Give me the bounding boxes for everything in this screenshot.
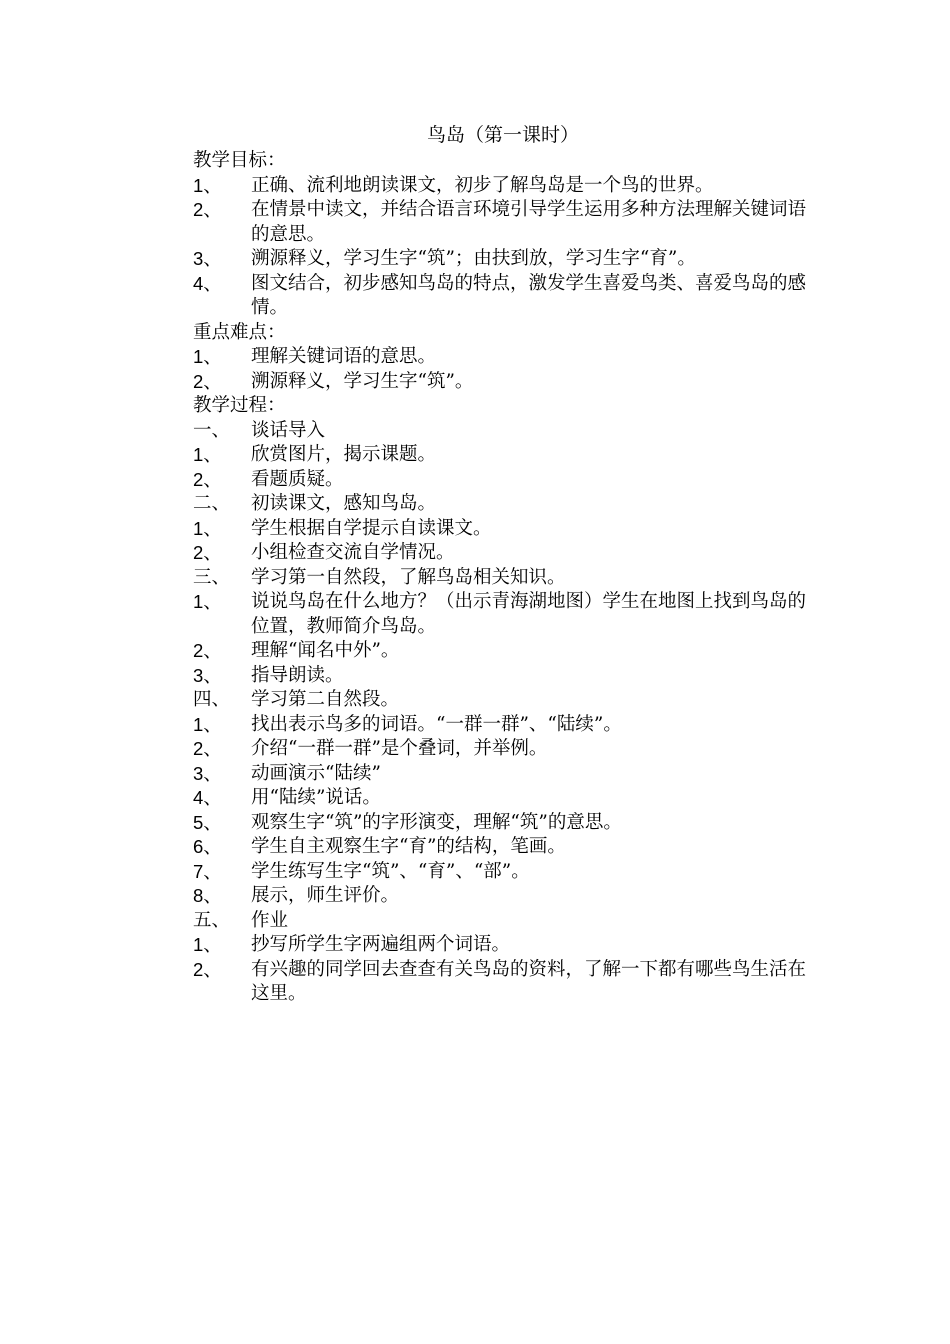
list-item-number: 一、 bbox=[193, 419, 231, 441]
list-item-text: 观察生字“筑”的字形演变，理解“筑”的意思。 bbox=[251, 811, 622, 833]
list-item-number: 1、 bbox=[193, 934, 222, 955]
list-item-text: 小组检查交流自学情况。 bbox=[251, 542, 455, 563]
list-item-number: 2、 bbox=[193, 542, 222, 563]
list-item-text: 谈话导入 bbox=[251, 419, 326, 441]
list-item bbox=[193, 688, 811, 713]
list-item-number: 1、 bbox=[193, 591, 222, 612]
list-item-text: 理解“闻名中外”。 bbox=[251, 640, 400, 661]
list-item-number: 7、 bbox=[193, 860, 222, 882]
list-item-text: 找出表示鸟多的词语。“一群一群”、“陆续”。 bbox=[251, 713, 622, 735]
list-item-text: 在情景中读文，并结合语言环境引导学生运用多种方法理解关键词语的意思。 bbox=[251, 199, 807, 245]
list-item-text: 学生练写生字“筑”、“育”、“部”。 bbox=[251, 860, 530, 882]
list-item-number: 1、 bbox=[193, 444, 222, 465]
list-item bbox=[193, 345, 811, 370]
list-item bbox=[193, 713, 811, 738]
list-item bbox=[193, 860, 811, 885]
list-item-number: 2、 bbox=[193, 958, 222, 980]
list-item bbox=[193, 811, 811, 836]
list-item-number: 2、 bbox=[193, 738, 222, 759]
list-item-number: 3、 bbox=[193, 248, 222, 269]
list-item-text: 看题质疑。 bbox=[251, 468, 344, 490]
list-item bbox=[193, 247, 811, 272]
list-item bbox=[193, 786, 811, 811]
list-item-number: 8、 bbox=[193, 885, 222, 906]
list-item-text: 说说鸟岛在什么地方？（出示青海湖地图）学生在地图上找到鸟岛的位置，教师简介鸟岛。 bbox=[251, 591, 807, 637]
list-item bbox=[193, 419, 811, 444]
list-item-number: 三、 bbox=[193, 566, 231, 588]
list-item-text: 有兴趣的同学回去查查有关鸟岛的资料，了解一下都有哪些鸟生活在这里。 bbox=[251, 958, 807, 1004]
list-item-text: 用“陆续”说话。 bbox=[251, 787, 381, 808]
document-lines bbox=[193, 149, 813, 1007]
list-item bbox=[193, 958, 811, 1007]
list-item-number: 1、 bbox=[193, 517, 222, 539]
section-heading: 教学目标： bbox=[193, 150, 286, 171]
list-item-text: 介绍“一群一群”是个叠词，并举例。 bbox=[251, 738, 548, 759]
list-item-text: 学习第一自然段，了解鸟岛相关知识。 bbox=[251, 566, 566, 588]
list-item-number: 二、 bbox=[193, 493, 231, 514]
list-item-text: 溯源释义，学习生字“筑”。 bbox=[251, 370, 474, 392]
document-body bbox=[193, 121, 813, 1007]
list-item-number: 3、 bbox=[193, 664, 222, 686]
list-item-number: 五、 bbox=[193, 909, 231, 931]
list-item-number: 四、 bbox=[193, 689, 231, 710]
list-item-number: 3、 bbox=[193, 762, 222, 784]
list-item-number: 2、 bbox=[193, 199, 222, 220]
list-item bbox=[193, 664, 811, 689]
list-item bbox=[193, 590, 811, 639]
list-item bbox=[193, 443, 811, 468]
list-item-text: 理解关键词语的意思。 bbox=[251, 346, 437, 367]
section-heading: 重点难点： bbox=[193, 321, 286, 343]
list-item-text: 动画演示“陆续” bbox=[251, 762, 381, 784]
list-item-number: 4、 bbox=[193, 787, 222, 808]
list-item-text: 图文结合，初步感知鸟岛的特点，激发学生喜爱鸟类、喜爱鸟岛的感情。 bbox=[251, 272, 807, 318]
list-item bbox=[193, 737, 811, 762]
list-item bbox=[193, 517, 811, 542]
list-item-text: 学生根据自学提示自读课文。 bbox=[251, 517, 492, 539]
list-item bbox=[193, 884, 811, 909]
list-item bbox=[193, 566, 811, 591]
list-item-number: 2、 bbox=[193, 640, 222, 661]
list-item-text: 欣赏图片，揭示课题。 bbox=[251, 444, 437, 465]
list-item-text: 初读课文，感知鸟岛。 bbox=[251, 493, 437, 514]
list-item-number: 1、 bbox=[193, 174, 222, 196]
list-item bbox=[193, 272, 811, 321]
list-item bbox=[193, 933, 811, 958]
list-item-number: 2、 bbox=[193, 370, 222, 392]
list-item bbox=[193, 541, 811, 566]
list-item bbox=[193, 762, 811, 787]
list-item-text: 作业 bbox=[251, 909, 289, 931]
list-item-text: 指导朗读。 bbox=[251, 664, 344, 686]
list-item-number: 4、 bbox=[193, 272, 222, 294]
list-item-text: 学生自主观察生字“育”的结构，笔画。 bbox=[251, 836, 566, 857]
list-item-text: 抄写所学生字两遍组两个词语。 bbox=[251, 934, 511, 955]
list-item bbox=[193, 835, 811, 860]
list-item-text: 溯源释义，学习生字“筑”；由扶到放，学习生字“育”。 bbox=[251, 248, 696, 269]
list-item bbox=[193, 639, 811, 664]
list-item bbox=[193, 198, 811, 247]
list-item bbox=[193, 909, 811, 934]
document-title: 鸟岛（第一课时） bbox=[426, 124, 579, 146]
list-item-number: 2、 bbox=[193, 468, 222, 490]
list-item bbox=[193, 492, 811, 517]
list-item-text: 学习第二自然段。 bbox=[251, 689, 400, 710]
list-item-text: 展示，师生评价。 bbox=[251, 885, 400, 906]
list-item-number: 5、 bbox=[193, 811, 222, 833]
list-item-text: 正确、流利地朗读课文，初步了解鸟岛是一个鸟的世界。 bbox=[251, 174, 714, 196]
section-heading: 教学过程： bbox=[193, 395, 286, 416]
list-item bbox=[193, 468, 811, 493]
list-item-number: 6、 bbox=[193, 836, 222, 857]
list-item bbox=[193, 370, 811, 395]
list-item bbox=[193, 174, 811, 199]
list-item-number: 1、 bbox=[193, 346, 222, 367]
list-item-number: 1、 bbox=[193, 713, 222, 735]
